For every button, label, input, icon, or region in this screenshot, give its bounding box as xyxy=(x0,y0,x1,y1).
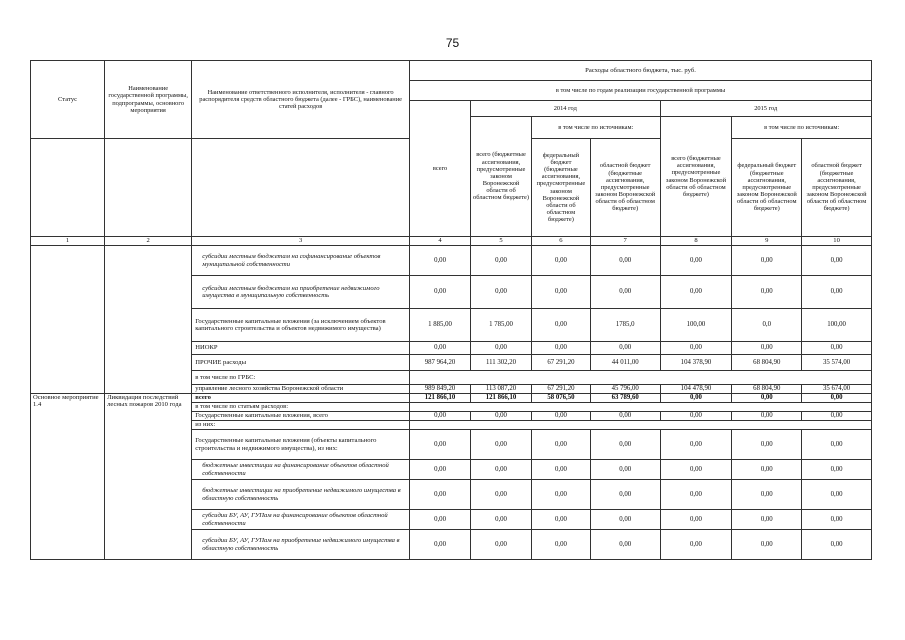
cell-value: 0,00 xyxy=(732,480,802,510)
header-2014-total: всего (бюджетные ассигнования, предусмотренные законом Воронежской области об областном бюджете) xyxy=(471,117,532,237)
header-program: Наименование государственной программы, подпрограммы, основного мероприятия xyxy=(105,61,192,139)
cell-value: 0,00 xyxy=(660,510,732,530)
cell-value: 0,00 xyxy=(471,412,532,421)
row-label: Государственные капитальные вложения (объекты капитального строительства и недвижимого имущества), из них: xyxy=(192,430,410,460)
cell-value: 0,00 xyxy=(590,460,660,480)
cell-value: 0,00 xyxy=(660,342,732,355)
cell-value: 0,00 xyxy=(590,276,660,309)
cell-value: 0,00 xyxy=(802,394,872,403)
cell-value: 0,00 xyxy=(590,510,660,530)
cell-value: 111 302,20 xyxy=(471,355,532,371)
cell-value: 0,00 xyxy=(802,460,872,480)
row-label: субсидии БУ, АУ, ГУПам на приобретение недвижимого имущества в областную собственность xyxy=(192,530,410,560)
header-executor: Наименование ответственного исполнителя, исполнителя - главного распорядителя средств областного бюджета (далее - ГРБС), наименование статей расходов xyxy=(192,61,410,139)
header-2014-federal: федеральный бюджет (бюджетные ассигнования, предусмотренные законом Воронежской области об областном бюджете) xyxy=(532,139,591,237)
cell-value: 0,00 xyxy=(802,246,872,276)
cell-value: 0,00 xyxy=(532,530,591,560)
table-row xyxy=(31,246,872,276)
cell-value: 0,00 xyxy=(410,460,471,480)
cell-value: 0,0 xyxy=(732,309,802,342)
cell-value: 0,00 xyxy=(590,430,660,460)
cell-value: 0,00 xyxy=(732,412,802,421)
cell-value: 1 785,00 xyxy=(471,309,532,342)
row-label: всего xyxy=(192,394,410,403)
column-number: 8 xyxy=(660,237,732,246)
header-total: всего xyxy=(410,101,471,237)
header-2015-federal: федеральный бюджет (бюджетные ассигнования, предусмотренные законом Воронежской области об областном бюджете) xyxy=(732,139,802,237)
row-label: ПРОЧИЕ расходы xyxy=(192,355,410,371)
cell-value: 0,00 xyxy=(532,342,591,355)
cell-value: 0,00 xyxy=(410,530,471,560)
column-number: 2 xyxy=(105,237,192,246)
cell-value: 0,00 xyxy=(802,480,872,510)
cell-value: 0,00 xyxy=(802,412,872,421)
cell-value: 0,00 xyxy=(660,276,732,309)
empty-cells xyxy=(410,403,872,412)
cell-value: 0,00 xyxy=(532,309,591,342)
cell-value: 989 849,20 xyxy=(410,385,471,394)
cell-value: 0,00 xyxy=(471,530,532,560)
cell-value: 0,00 xyxy=(410,342,471,355)
cell-value: 0,00 xyxy=(471,480,532,510)
header-status: Статус xyxy=(31,61,105,139)
row-label: бюджетные инвестиции на финансирование объектов областной собственности xyxy=(192,460,410,480)
cell-value: 0,00 xyxy=(410,480,471,510)
cell-value: 67 291,20 xyxy=(532,355,591,371)
cell-value: 100,00 xyxy=(660,309,732,342)
row-label: Государственные капитальные вложения (за исключением объектов капитального строительства и объектов недвижимого имущества) xyxy=(192,309,410,342)
cell-value: 0,00 xyxy=(732,430,802,460)
header-spacer xyxy=(105,139,192,237)
column-number: 9 xyxy=(732,237,802,246)
cell-value: 0,00 xyxy=(532,480,591,510)
column-number: 5 xyxy=(471,237,532,246)
budget-table xyxy=(30,60,872,560)
cell-value: 104 378,90 xyxy=(660,355,732,371)
cell-value: 0,00 xyxy=(732,342,802,355)
table-row xyxy=(31,394,872,403)
column-number: 3 xyxy=(192,237,410,246)
cell-value: 0,00 xyxy=(732,276,802,309)
cell-value: 68 804,90 xyxy=(732,385,802,394)
header-spacer xyxy=(31,139,105,237)
header-year-2014: 2014 год xyxy=(471,101,661,117)
cell-value: 67 291,20 xyxy=(532,385,591,394)
row-label: бюджетные инвестиции на приобретение недвижимого имущества в областную собственность xyxy=(192,480,410,510)
status-cell-empty xyxy=(31,246,105,394)
measure-status: Основное мероприятие 1.4 xyxy=(31,394,105,560)
cell-value: 0,00 xyxy=(732,530,802,560)
cell-value: 0,00 xyxy=(802,430,872,460)
row-label: Государственные капитальные вложения, всего xyxy=(192,412,410,421)
cell-value: 0,00 xyxy=(590,480,660,510)
cell-value: 0,00 xyxy=(532,460,591,480)
cell-value: 113 087,20 xyxy=(471,385,532,394)
header-expenses: Расходы областного бюджета, тыс. руб. xyxy=(410,61,872,81)
cell-value: 0,00 xyxy=(410,412,471,421)
cell-value: 44 011,00 xyxy=(590,355,660,371)
header-spacer xyxy=(192,139,410,237)
cell-value: 0,00 xyxy=(802,510,872,530)
cell-value: 0,00 xyxy=(471,510,532,530)
row-label: управление лесного хозяйства Воронежской области xyxy=(192,385,410,394)
header-by-years: в том числе по годам реализации государственной программы xyxy=(410,81,872,101)
cell-value: 0,00 xyxy=(410,246,471,276)
column-number: 10 xyxy=(802,237,872,246)
cell-value: 0,00 xyxy=(732,246,802,276)
header-2014-sources: в том числе по источникам: xyxy=(532,117,661,139)
cell-value: 0,00 xyxy=(532,510,591,530)
cell-value: 68 804,90 xyxy=(732,355,802,371)
row-label: субсидии местным бюджетам на софинансирование объектов муниципальной собственности xyxy=(192,246,410,276)
cell-value: 0,00 xyxy=(532,246,591,276)
cell-value: 0,00 xyxy=(532,430,591,460)
cell-value: 0,00 xyxy=(590,342,660,355)
cell-value: 0,00 xyxy=(590,530,660,560)
cell-value: 0,00 xyxy=(660,480,732,510)
cell-value: 0,00 xyxy=(532,412,591,421)
cell-value: 1785,0 xyxy=(590,309,660,342)
cell-value: 0,00 xyxy=(532,276,591,309)
header-year-2015: 2015 год xyxy=(660,101,871,117)
row-label: из них: xyxy=(192,421,410,430)
column-number: 4 xyxy=(410,237,471,246)
row-label: НИОКР xyxy=(192,342,410,355)
cell-value: 121 866,10 xyxy=(471,394,532,403)
cell-value: 0,00 xyxy=(590,412,660,421)
cell-value: 0,00 xyxy=(660,460,732,480)
cell-value: 987 964,20 xyxy=(410,355,471,371)
column-numbers-row xyxy=(31,237,872,246)
cell-value: 63 789,60 xyxy=(590,394,660,403)
cell-value: 1 885,00 xyxy=(410,309,471,342)
cell-value: 0,00 xyxy=(660,430,732,460)
cell-value: 0,00 xyxy=(410,276,471,309)
cell-value: 0,00 xyxy=(732,460,802,480)
row-label: субсидии местным бюджетам на приобретение недвижимого имущества в муниципальную собственность xyxy=(192,276,410,309)
cell-value: 121 866,10 xyxy=(410,394,471,403)
program-cell-empty xyxy=(105,246,192,394)
cell-value: 0,00 xyxy=(471,460,532,480)
cell-value: 35 574,00 xyxy=(802,355,872,371)
cell-value: 0,00 xyxy=(660,246,732,276)
cell-value: 0,00 xyxy=(471,246,532,276)
cell-value: 0,00 xyxy=(471,430,532,460)
empty-cells xyxy=(410,421,872,430)
cell-value: 45 796,00 xyxy=(590,385,660,394)
cell-value: 0,00 xyxy=(410,430,471,460)
cell-value: 0,00 xyxy=(410,510,471,530)
cell-value: 58 076,50 xyxy=(532,394,591,403)
cell-value: 0,00 xyxy=(660,412,732,421)
cell-value: 35 674,00 xyxy=(802,385,872,394)
cell-value: 0,00 xyxy=(471,276,532,309)
cell-value: 0,00 xyxy=(802,530,872,560)
page-number: 75 xyxy=(445,36,460,50)
cell-value: 0,00 xyxy=(660,530,732,560)
header-2015-total: всего (бюджетные ассигнования, предусмотренные законом Воронежской области об областном бюджете) xyxy=(660,117,732,237)
column-number: 6 xyxy=(532,237,591,246)
cell-value: 0,00 xyxy=(471,342,532,355)
cell-value: 0,00 xyxy=(590,246,660,276)
cell-value: 100,00 xyxy=(802,309,872,342)
cell-value: 0,00 xyxy=(732,394,802,403)
cell-value: 104 478,90 xyxy=(660,385,732,394)
cell-value: 0,00 xyxy=(802,276,872,309)
header-2014-regional: областной бюджет (бюджетные ассигнования, предусмотренные законом Воронежской области об областном бюджете) xyxy=(590,139,660,237)
row-label: субсидии БУ, АУ, ГУПам на финансирование объектов областной собственности xyxy=(192,510,410,530)
measure-name: Ликвидация последствий лесных пожаров 2010 года xyxy=(105,394,192,560)
row-label: в том числе по статьям расходов: xyxy=(192,403,410,412)
empty-cells xyxy=(410,371,872,385)
header-2015-sources: в том числе по источникам: xyxy=(732,117,872,139)
cell-value: 0,00 xyxy=(660,394,732,403)
column-number: 7 xyxy=(590,237,660,246)
cell-value: 0,00 xyxy=(802,342,872,355)
header-2015-regional: областной бюджет (бюджетные ассигнования, предусмотренные законом Воронежской области об областном бюджете) xyxy=(802,139,872,237)
column-number: 1 xyxy=(31,237,105,246)
row-label: в том числе по ГРБС: xyxy=(192,371,410,385)
cell-value: 0,00 xyxy=(732,510,802,530)
